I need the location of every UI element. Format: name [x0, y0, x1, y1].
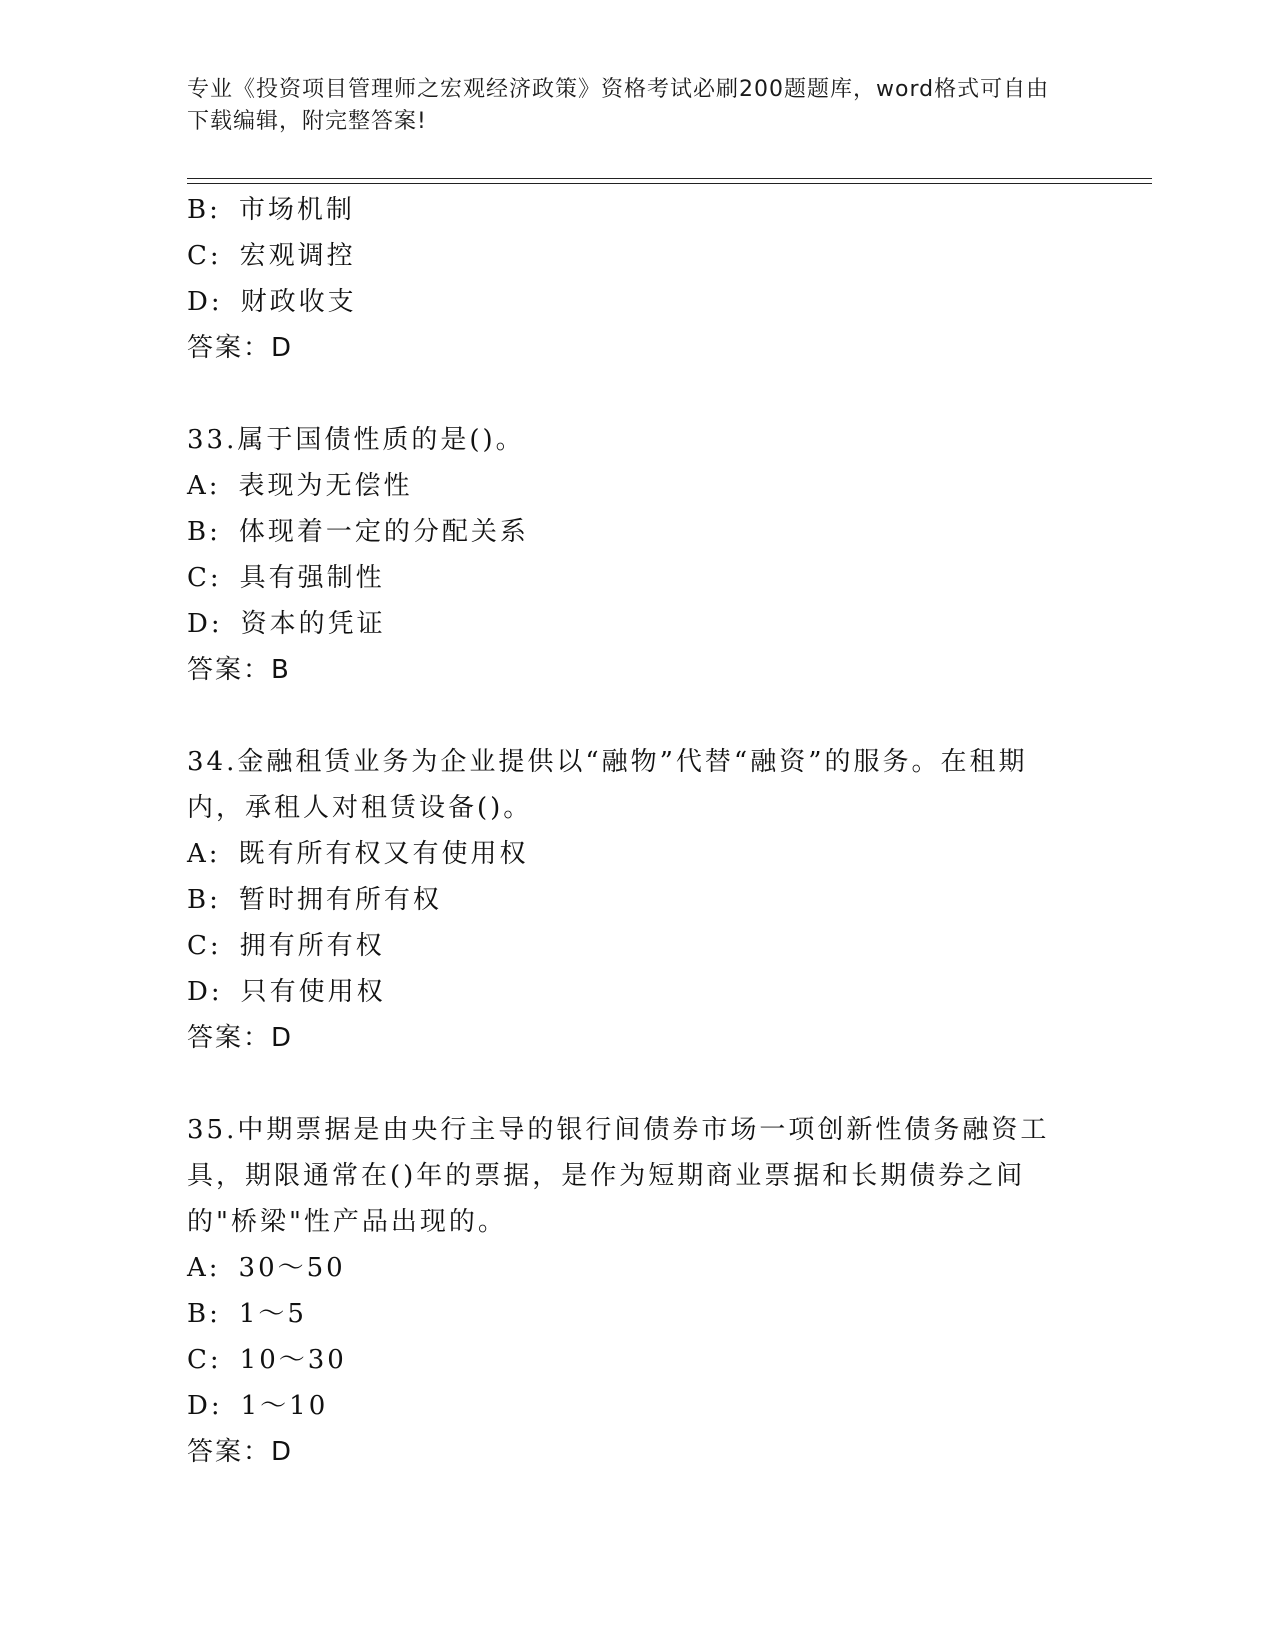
header-divider: [187, 178, 1152, 184]
option-d: [187, 601, 1087, 647]
question-text: 33.属于国债性质的是()。: [187, 425, 525, 455]
option-text: 1～5: [238, 1299, 307, 1329]
question-33: [187, 417, 1087, 693]
option-a: [187, 1245, 1087, 1291]
option-key: D:: [187, 977, 223, 1007]
page-header: 专业《投资项目管理师之宏观经济政策》资格考试必刷200题题库，word格式可自由下载编辑，附完整答案!: [187, 77, 1050, 134]
option-key: B:: [187, 195, 221, 225]
option-d: [187, 1383, 1087, 1429]
option-a: [187, 831, 1087, 877]
question-text: 35.中期票据是由央行主导的银行间债券市场一项创新性债务融资工具，期限通常在()年的票据，是作为短期商业票据和长期债券之间的"桥梁"性产品出现的。: [187, 1115, 1050, 1237]
option-b: [187, 509, 1087, 555]
option-text: 财政收支: [240, 287, 357, 317]
option-text: 市场机制: [238, 195, 355, 225]
option-a: [187, 463, 1087, 509]
option-text: 资本的凭证: [240, 609, 386, 639]
option-key: A:: [187, 839, 221, 869]
option-d: [187, 279, 1087, 325]
option-text: 10～30: [239, 1345, 347, 1375]
option-text: 只有使用权: [240, 977, 386, 1007]
option-d: [187, 969, 1087, 1015]
option-key: C:: [187, 563, 222, 593]
option-c: [187, 233, 1087, 279]
answer-line: 答案：D: [187, 1437, 294, 1467]
question-34: [187, 739, 1087, 1061]
option-c: [187, 923, 1087, 969]
answer-line: 答案：D: [187, 1023, 294, 1053]
option-text: 拥有所有权: [239, 931, 385, 961]
option-key: B:: [187, 885, 221, 915]
option-key: B:: [187, 517, 221, 547]
option-text: 暂时拥有所有权: [238, 885, 442, 915]
option-key: C:: [187, 1345, 222, 1375]
option-text: 30～50: [238, 1253, 346, 1283]
option-key: A:: [187, 1253, 221, 1283]
option-b: [187, 1291, 1087, 1337]
question-text: 34.金融租赁业务为企业提供以“融物”代替“融资”的服务。在租期内，承租人对租赁设备()。: [187, 747, 1028, 823]
option-c: [187, 555, 1087, 601]
option-text: 1～10: [240, 1391, 329, 1421]
option-key: D:: [187, 1391, 223, 1421]
option-text: 表现为无偿性: [238, 471, 413, 501]
option-key: D:: [187, 609, 223, 639]
question-35: [187, 1107, 1087, 1475]
option-text: 体现着一定的分配关系: [238, 517, 529, 547]
option-key: B:: [187, 1299, 221, 1329]
question-list: [187, 187, 1087, 1475]
option-key: C:: [187, 931, 222, 961]
partial-question: [187, 187, 1087, 371]
option-c: [187, 1337, 1087, 1383]
option-text: 既有所有权又有使用权: [238, 839, 529, 869]
option-b: [187, 877, 1087, 923]
option-key: D:: [187, 287, 223, 317]
option-text: 具有强制性: [239, 563, 385, 593]
option-b: [187, 187, 1087, 233]
option-key: A:: [187, 471, 221, 501]
option-text: 宏观调控: [239, 241, 356, 271]
option-key: C:: [187, 241, 222, 271]
answer-line: 答案：B: [187, 655, 291, 685]
answer-line: 答案：D: [187, 333, 294, 363]
